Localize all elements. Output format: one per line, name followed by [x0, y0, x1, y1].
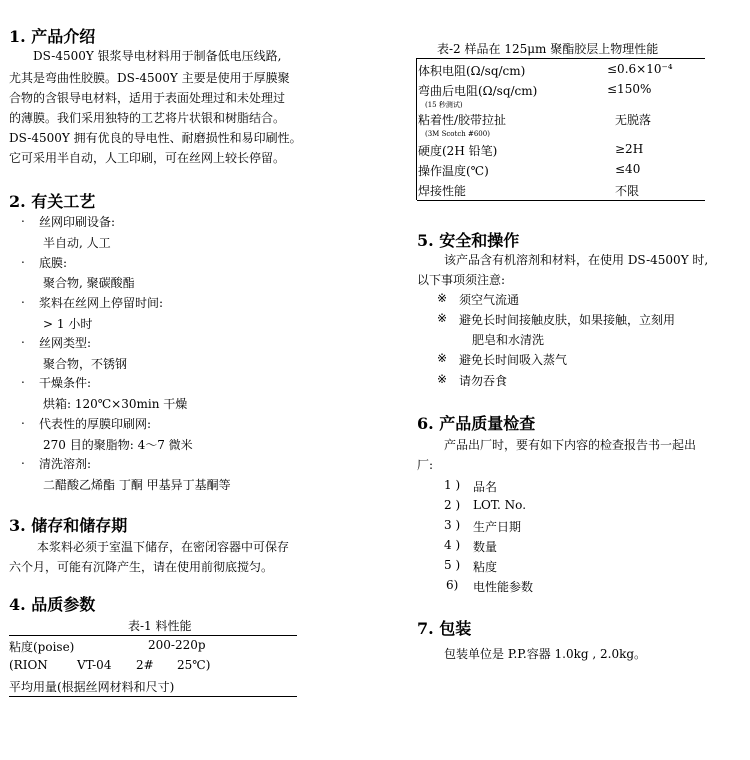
- section-4-title: 4. 品质参数: [9, 595, 96, 614]
- safety-item: 请勿吞食: [459, 374, 508, 388]
- section-5-title: 5. 安全和操作: [417, 231, 520, 250]
- qc-item-number: 5 ): [444, 558, 461, 572]
- table-rule: [9, 635, 297, 636]
- qc-item-text: 品名: [473, 480, 498, 494]
- t2-row-label: 操作温度(℃): [418, 164, 489, 178]
- safety-item: 避免长时间吸入蒸气: [459, 353, 568, 367]
- process-value-drying: 烘箱: 120℃×30min 干燥: [43, 397, 188, 411]
- process-value-equipment: 半自动, 人工: [43, 236, 111, 250]
- process-value-screen-time: > 1 小时: [43, 317, 93, 331]
- bullet: .: [21, 252, 25, 266]
- t2-row-note: (3M Scotch #600): [425, 130, 490, 138]
- qc-item-text: 粘度: [473, 560, 498, 574]
- reference-mark-icon: ※: [437, 351, 448, 365]
- avg-usage-label: 平均用量(根据丝网材料和尺寸): [9, 680, 175, 694]
- t2-row-value: ≤150%: [607, 82, 652, 96]
- qc-item-text: 数量: [473, 540, 498, 554]
- process-label-screen-type: 丝网类型:: [39, 336, 92, 350]
- t2-row-note: (15 秒测试): [425, 101, 463, 109]
- bullet: .: [21, 292, 25, 306]
- t2-row-label: 弯曲后电阻(Ω/sq/cm): [418, 84, 538, 98]
- process-value-solvent: 二醋酸乙烯酯 丁酮 甲基异丁基酮等: [43, 478, 231, 492]
- t2-row-value: ≤0.6×10⁻⁴: [607, 62, 673, 76]
- process-value-substrate: 聚合物, 聚碳酸酯: [43, 276, 135, 290]
- bullet: .: [21, 332, 25, 346]
- t2-row-label: 硬度(2H 铅笔): [418, 144, 498, 158]
- section-1-title: 1. 产品介绍: [9, 27, 96, 46]
- test-temperature: 25℃): [177, 658, 211, 672]
- process-label-screen-time: 浆料在丝网上停留时间:: [39, 296, 164, 310]
- viscosity-label: 粘度(poise): [9, 640, 75, 654]
- qc-item-text: 生产日期: [473, 520, 522, 534]
- t2-row-value: 不限: [615, 184, 640, 198]
- reference-mark-icon: ※: [437, 372, 448, 386]
- spindle-number: 2#: [136, 658, 154, 672]
- table-rule: [9, 696, 297, 697]
- t2-row-value: ≥2H: [615, 142, 644, 156]
- table-rule: [417, 200, 705, 201]
- qc-item-text: 电性能参数: [473, 580, 534, 594]
- viscometer-type: VT-04: [77, 658, 112, 672]
- process-label-equipment: 丝网印刷设备:: [39, 215, 116, 229]
- process-label-substrate: 底膜:: [39, 256, 68, 270]
- table-border: [416, 58, 417, 200]
- process-value-screen-type: 聚合物，不锈钢: [43, 357, 128, 371]
- packaging-text: 包装单位是 P.P.容器 1.0kg , 2.0kg。: [444, 647, 647, 661]
- qc-line-2: 厂:: [417, 458, 434, 472]
- viscometer-model: (RION: [9, 658, 48, 672]
- bullet: .: [21, 372, 25, 386]
- safety-item: 须空气流通: [459, 293, 520, 307]
- qc-item-number: 6): [446, 578, 459, 592]
- process-label-solvent: 清洗溶剂:: [39, 457, 92, 471]
- t2-row-value: 无脱落: [615, 113, 652, 127]
- qc-item-number: 3 ): [444, 518, 461, 532]
- intro-line-5: DS-4500Y 拥有优良的导电性、耐磨损性和易印刷性。: [9, 131, 302, 145]
- qc-item-text: LOT. No.: [473, 498, 527, 512]
- t2-row-label: 粘着性/胶带拉扯: [418, 113, 507, 127]
- reference-mark-icon: ※: [437, 311, 448, 325]
- qc-item-number: 2 ): [444, 498, 461, 512]
- intro-line-1: DS-4500Y 银浆导电材料用于制备低电压线路,: [33, 49, 282, 63]
- process-label-mesh: 代表性的厚膜印刷网:: [39, 417, 152, 431]
- viscosity-value: 200-220p: [148, 638, 206, 652]
- intro-line-2: 尤其是弯曲性胶膜。DS-4500Y 主要是使用于厚膜聚: [9, 71, 290, 85]
- bullet: .: [21, 453, 25, 467]
- safety-line-1: 该产品含有机溶剂和材料，在使用 DS-4500Y 时,: [444, 253, 709, 267]
- section-7-title: 7. 包装: [417, 619, 472, 638]
- reference-mark-icon: ※: [437, 291, 448, 305]
- section-6-title: 6. 产品质量检查: [417, 414, 536, 433]
- safety-item: 避免长时间接触皮肤，如果接触，立刻用: [459, 313, 676, 327]
- section-2-title: 2. 有关工艺: [9, 192, 96, 211]
- storage-line-2: 六个月，可能有沉降产生，请在使用前彻底搅匀。: [9, 560, 274, 574]
- safety-item-continuation: 肥皂和水清洗: [472, 333, 545, 347]
- storage-line-1: 本浆料必须于室温下储存，在密闭容器中可保存: [37, 540, 290, 554]
- bullet: .: [21, 413, 25, 427]
- section-3-title: 3. 储存和储存期: [9, 516, 128, 535]
- t2-row-label: 体积电阻(Ω/sq/cm): [418, 64, 526, 78]
- qc-item-number: 4 ): [444, 538, 461, 552]
- table-1-caption: 表-1 料性能: [128, 619, 192, 633]
- intro-line-4: 的薄膜。我们采用独特的工艺将片状银和树脂结合。: [9, 111, 286, 125]
- process-label-drying: 干燥条件:: [39, 376, 92, 390]
- t2-row-label: 焊接性能: [418, 184, 467, 198]
- process-value-mesh: 270 目的聚脂物: 4～7 微米: [43, 438, 193, 452]
- intro-line-6: 它可采用半自动，人工印刷，可在丝网上较长停留。: [9, 151, 286, 165]
- qc-line-1: 产品出厂时，要有如下内容的检查报告书一起出: [444, 438, 697, 452]
- qc-item-number: 1 ): [444, 478, 461, 492]
- t2-row-value: ≤40: [615, 162, 641, 176]
- table-rule: [417, 58, 705, 59]
- table-2-caption: 表-2 样品在 125μm 聚酯胶层上物理性能: [437, 42, 659, 56]
- bullet: .: [21, 211, 25, 225]
- safety-line-2: 以下事项须注意:: [417, 273, 506, 287]
- intro-line-3: 合物的含银导电材料，适用于表面处理过和未处理过: [9, 91, 286, 105]
